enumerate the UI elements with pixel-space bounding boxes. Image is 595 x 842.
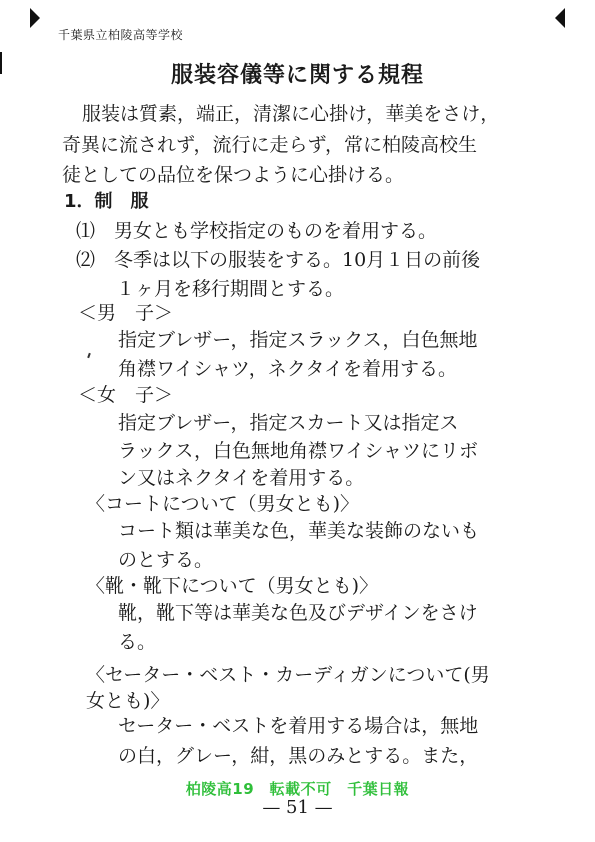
coat-line-2: のとする。 <box>118 549 214 571</box>
male-label: ＜男 子＞ <box>78 302 174 324</box>
female-line-3: ン又はネクタイを着用する。 <box>118 467 365 489</box>
intro-line-2: 奇異に流されず，流行に走らず，常に柏陵高校生 <box>62 134 477 156</box>
school-name: 千葉県立柏陵高等学校 <box>58 28 184 42</box>
item-2-line-1: ⑵ 冬季は以下の服装をする。10月１日の前後 <box>76 249 481 271</box>
page-number: — 51 — <box>262 797 333 818</box>
intro-line-3: 徒としての品位を保つように心掛ける。 <box>62 164 405 186</box>
intro-line-1: 服装は質素，端正，清潔に心掛け，華美をさけ， <box>82 103 500 125</box>
sweater-label-line-2: 女とも)〉 <box>86 690 170 712</box>
shoes-label: 〈靴・靴下について（男女とも)〉 <box>86 575 379 597</box>
registration-mark-left-icon <box>30 8 40 28</box>
copyright-watermark: 柏陵高19 転載不可 千葉日報 <box>185 780 410 798</box>
item-1: ⑴ 男女とも学校指定のものを着用する。 <box>76 220 438 242</box>
shoes-line-2: る。 <box>118 631 157 653</box>
section-heading-uniform: 1．制 服 <box>64 191 149 212</box>
item-2-line-2: １ヶ月を移行期間とする。 <box>116 278 345 300</box>
female-label: ＜女 子＞ <box>78 384 174 406</box>
registration-mark-right-icon <box>555 8 565 28</box>
male-line-1: 指定ブレザー，指定スラックス，白色無地 <box>118 329 478 351</box>
female-line-2: ラックス，白色無地角襟ワイシャツにリボ <box>118 440 479 462</box>
female-line-1: 指定ブレザー，指定スカート又は指定ス <box>118 412 459 434</box>
sweater-line-1: セーター・ベストを着用する場合は，無地 <box>118 715 479 737</box>
male-line-2: 角襟ワイシャツ，ネクタイを着用する。 <box>118 358 457 380</box>
document-title: 服装容儀等に関する規程 <box>170 63 424 88</box>
coat-line-1: コート類は華美な色，華美な装飾のないも <box>118 520 480 542</box>
sweater-line-2: の白，グレー，紺，黒のみとする。また， <box>118 745 479 767</box>
scan-speck <box>87 353 91 358</box>
sweater-label-line-1: 〈セーター・ベスト・カーディガンについて(男 <box>86 664 490 686</box>
shoes-line-1: 靴，靴下等は華美な色及びデザインをさけ <box>118 602 478 624</box>
coat-label: 〈コートについて（男女とも)〉 <box>86 493 360 515</box>
